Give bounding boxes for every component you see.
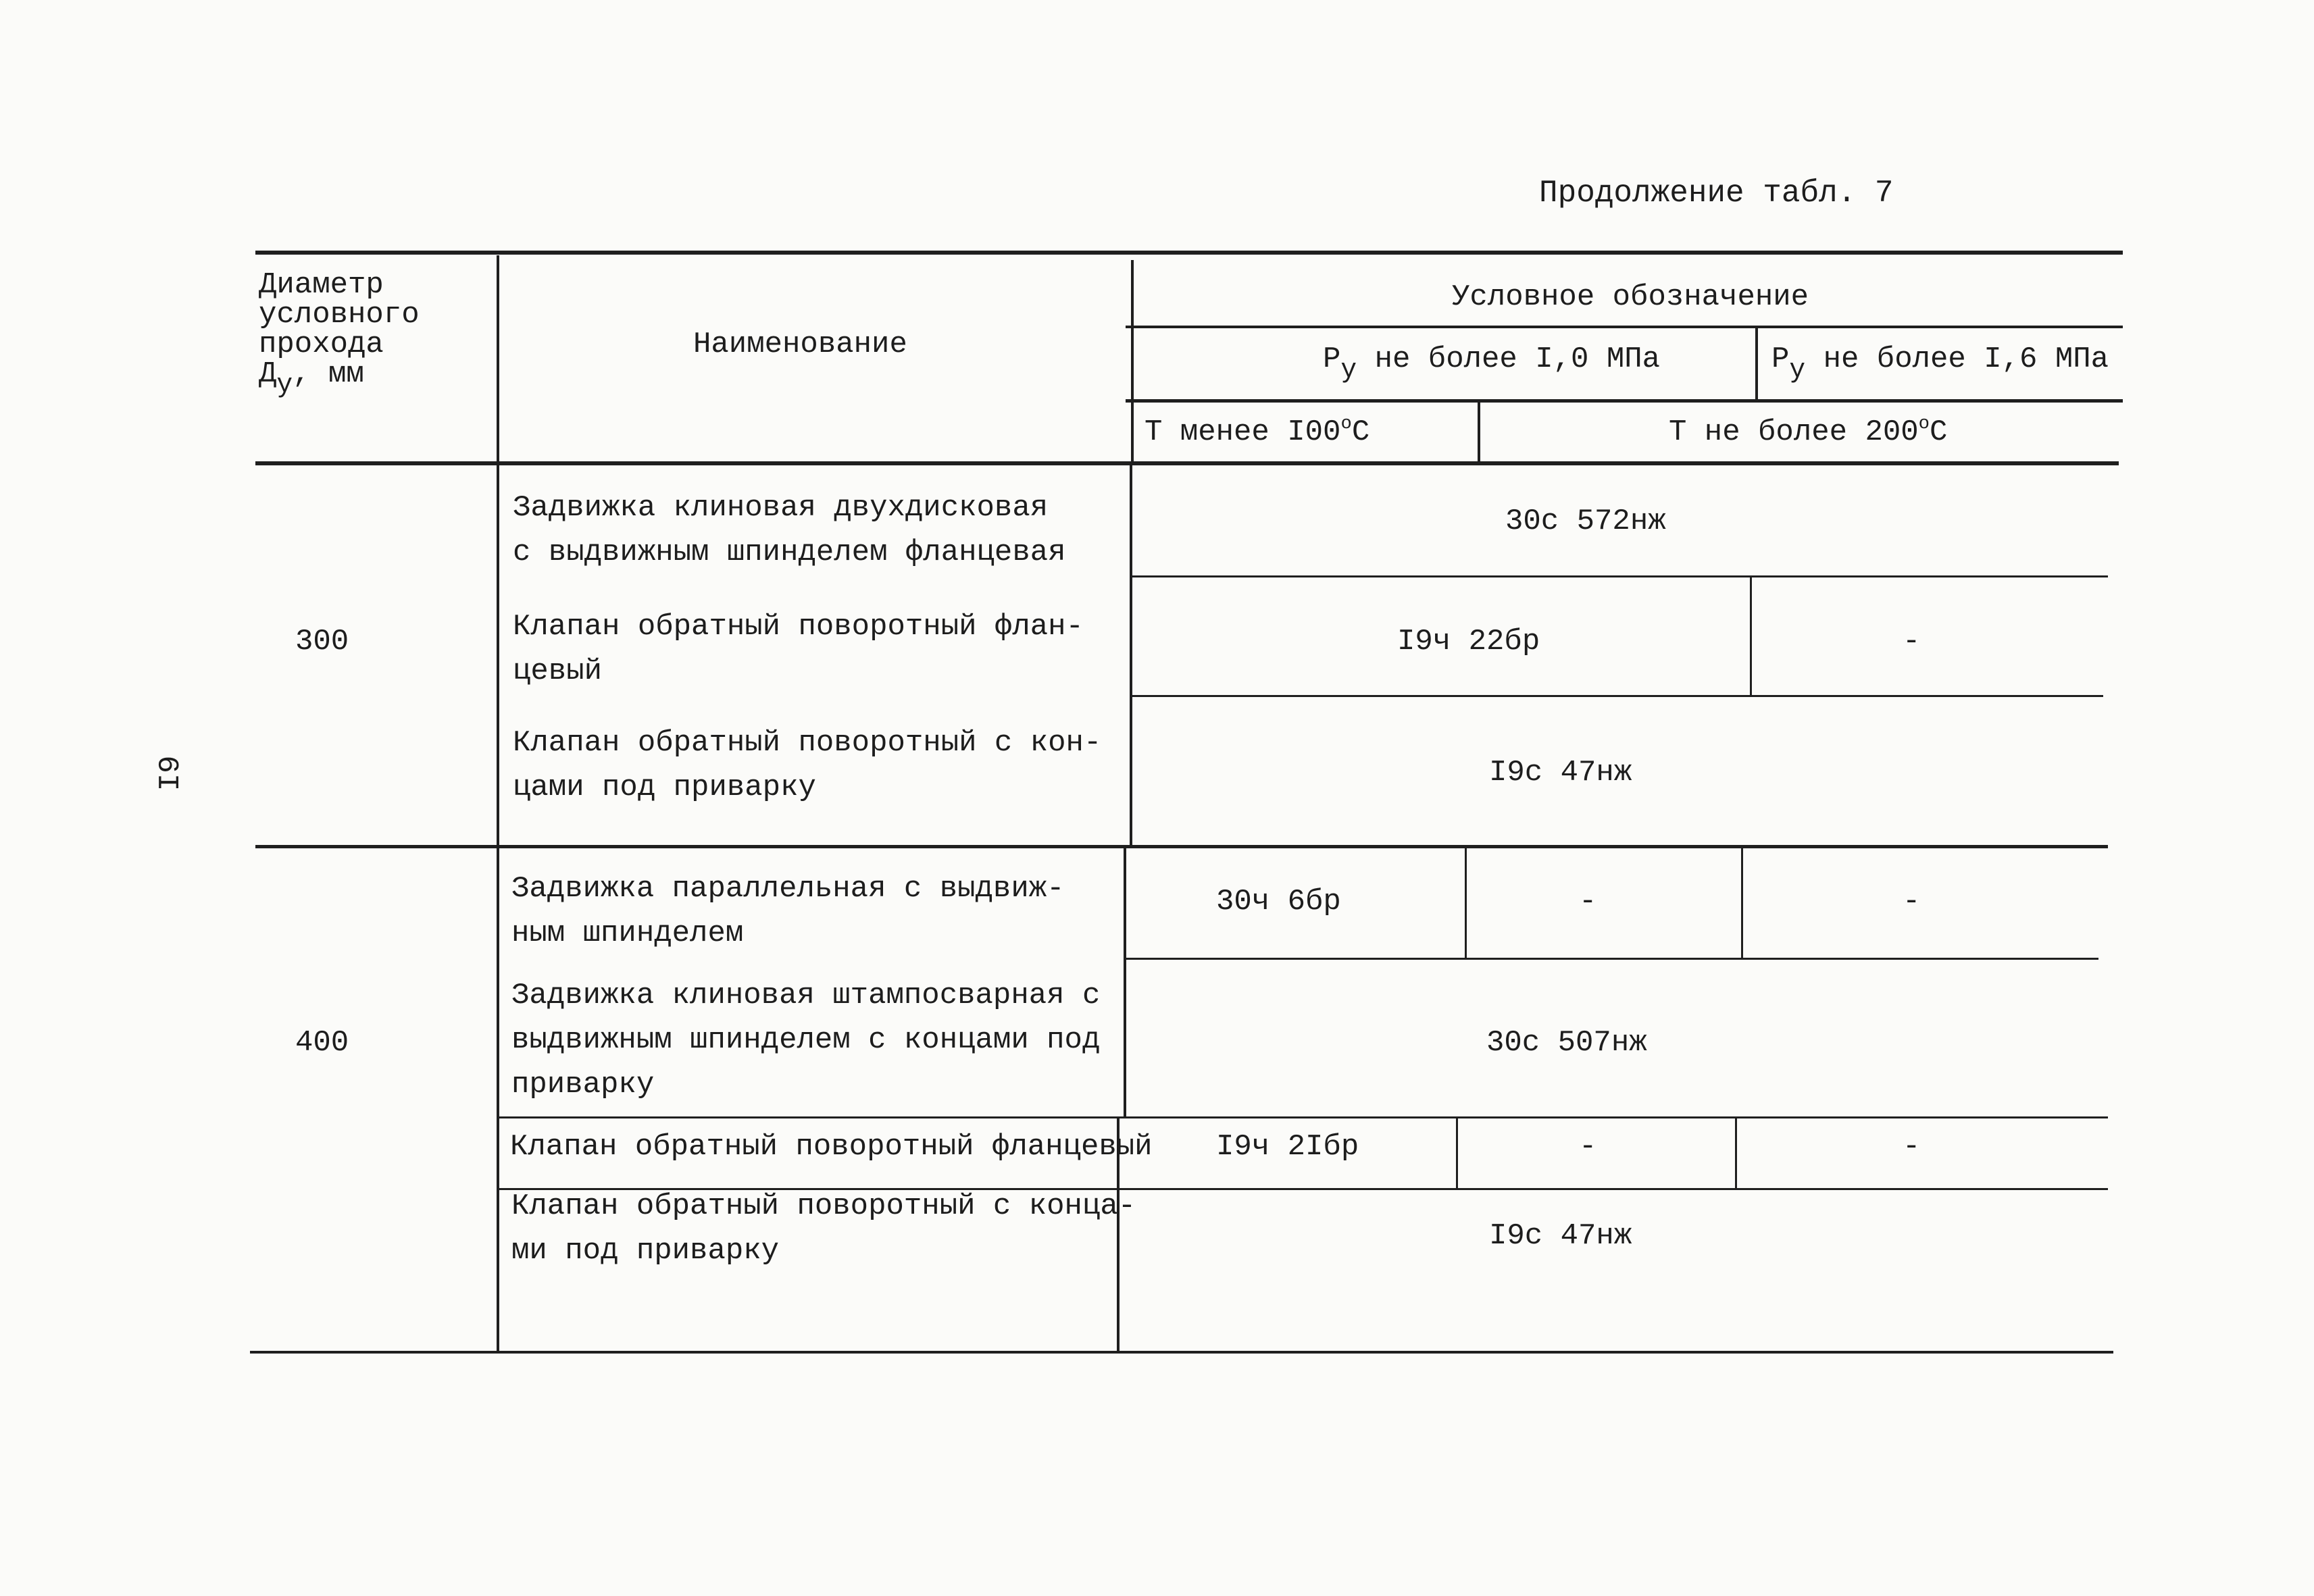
row-name-line: с выдвижным шпинделем фланцевая [513,536,1066,569]
row-designation: 30ч 6бр [1216,885,1341,919]
row-name-line: Клапан обратный поворотный фланцевый [510,1130,1153,1164]
diameter-unit: , мм [293,357,364,391]
diameter-subscript: у [276,369,293,401]
group-diameter-300: 300 [295,625,349,659]
row-name [513,604,1084,694]
pressure-symbol: Р [1323,342,1341,376]
table-rule-row-1 [1132,575,2108,577]
row-name [513,721,1101,810]
header-temp-low [1145,410,1369,455]
temp-unit: С [1930,415,1948,449]
row-designation: I9ч 22бр [1397,625,1540,659]
degree-mark: о [1918,413,1930,435]
group-diameter-400: 400 [295,1026,349,1060]
page-number: I9 [154,755,188,792]
row-name-line: ным шпинделем [511,917,744,950]
table-rule-col-2-header [1131,260,1134,463]
row-name-line: Задвижка параллельная с выдвиж- [511,872,1065,906]
table-rule-row-6-split-b [1735,1117,1737,1189]
header-temp-high [1669,410,1947,455]
table-rule-header-bottom [255,461,2119,465]
table-continuation-caption: Продолжение табл. 7 [1539,176,1894,211]
header-diameter-line: условного [259,298,420,332]
table-rule-pressure-bottom [1126,399,2123,403]
row-name-line: Клапан обратный поворотный флан- [513,610,1084,644]
degree-mark: о [1340,413,1352,435]
pressure-subscript: у [1789,355,1806,386]
diameter-symbol: Д [259,357,277,391]
row-name [511,867,1065,956]
pressure-text: не более I,0 МПа [1357,342,1661,376]
row-name-line: выдвижным шпинделем с концами под [511,1023,1101,1057]
table-rule-col-2-group-1 [1130,463,1132,847]
row-name-line: цами под приварку [513,771,816,804]
row-designation-empty: - [1903,625,1921,659]
row-designation: I9с 47нж [1489,756,1632,790]
table-rule-row-6-split-a [1456,1117,1458,1189]
table-rule-col-2-group-2a [1124,847,1126,1117]
temp-unit: С [1351,415,1370,449]
row-name [510,1125,1153,1169]
row-name [511,973,1100,1107]
table-rule-row-2-split [1750,576,1752,696]
table-rule-pressure-split [1755,327,1758,401]
row-designation: 30с 507нж [1486,1026,1647,1060]
table-rule-bottom [250,1351,2113,1354]
temp-text: Т не более 200 [1669,415,1919,449]
row-name-line: Задвижка клиновая двухдисковая [513,491,1049,525]
header-pressure-high [1771,337,2109,386]
row-designation-empty: - [1903,1130,1921,1164]
row-designation: I9с 47нж [1489,1219,1632,1253]
table-rule-row-2 [1130,695,2103,697]
header-diameter-unit-line [259,357,420,401]
row-name-line: ми под приварку [511,1234,780,1268]
table-rule-designation-bottom [1126,326,2123,328]
table-rule-col-1 [497,255,499,1352]
header-name: Наименование [693,328,907,361]
table-rule-temp-split [1478,401,1480,463]
row-designation-empty: - [1903,885,1921,919]
pressure-subscript: у [1340,355,1357,386]
header-designation: Условное обозначение [1452,280,1809,314]
row-designation-empty: - [1579,885,1597,919]
table-rule-group-separator [255,845,2108,848]
row-designation-empty: - [1579,1130,1597,1164]
row-name-line: Задвижка клиновая штампосварная с [511,979,1101,1012]
temp-text: Т менее I00 [1145,415,1341,449]
row-name-line: Клапан обратный поворотный с конца- [511,1189,1136,1223]
header-diameter-line: Диаметр [259,268,384,302]
row-name-line: цевый [513,654,603,688]
row-name [513,486,1066,575]
pressure-text: не более I,6 МПа [1805,342,2109,376]
row-designation: 30с 572нж [1505,505,1666,538]
pressure-symbol: Р [1771,342,1790,376]
table-rule-top [255,251,2123,255]
table-rule-row-4 [1124,958,2098,960]
table-rule-row-5 [499,1116,2108,1118]
row-name [511,1184,1136,1273]
table-rule-row-4-split-b [1741,847,1743,958]
row-designation: I9ч 2Iбр [1216,1130,1359,1164]
header-diameter [259,268,420,401]
header-diameter-line: прохода [259,328,384,361]
row-name-line: Клапан обратный поворотный с кон- [513,726,1102,760]
row-name-line: приварку [511,1068,655,1102]
header-pressure-low [1323,337,1661,386]
table-rule-row-4-split-a [1465,847,1467,958]
